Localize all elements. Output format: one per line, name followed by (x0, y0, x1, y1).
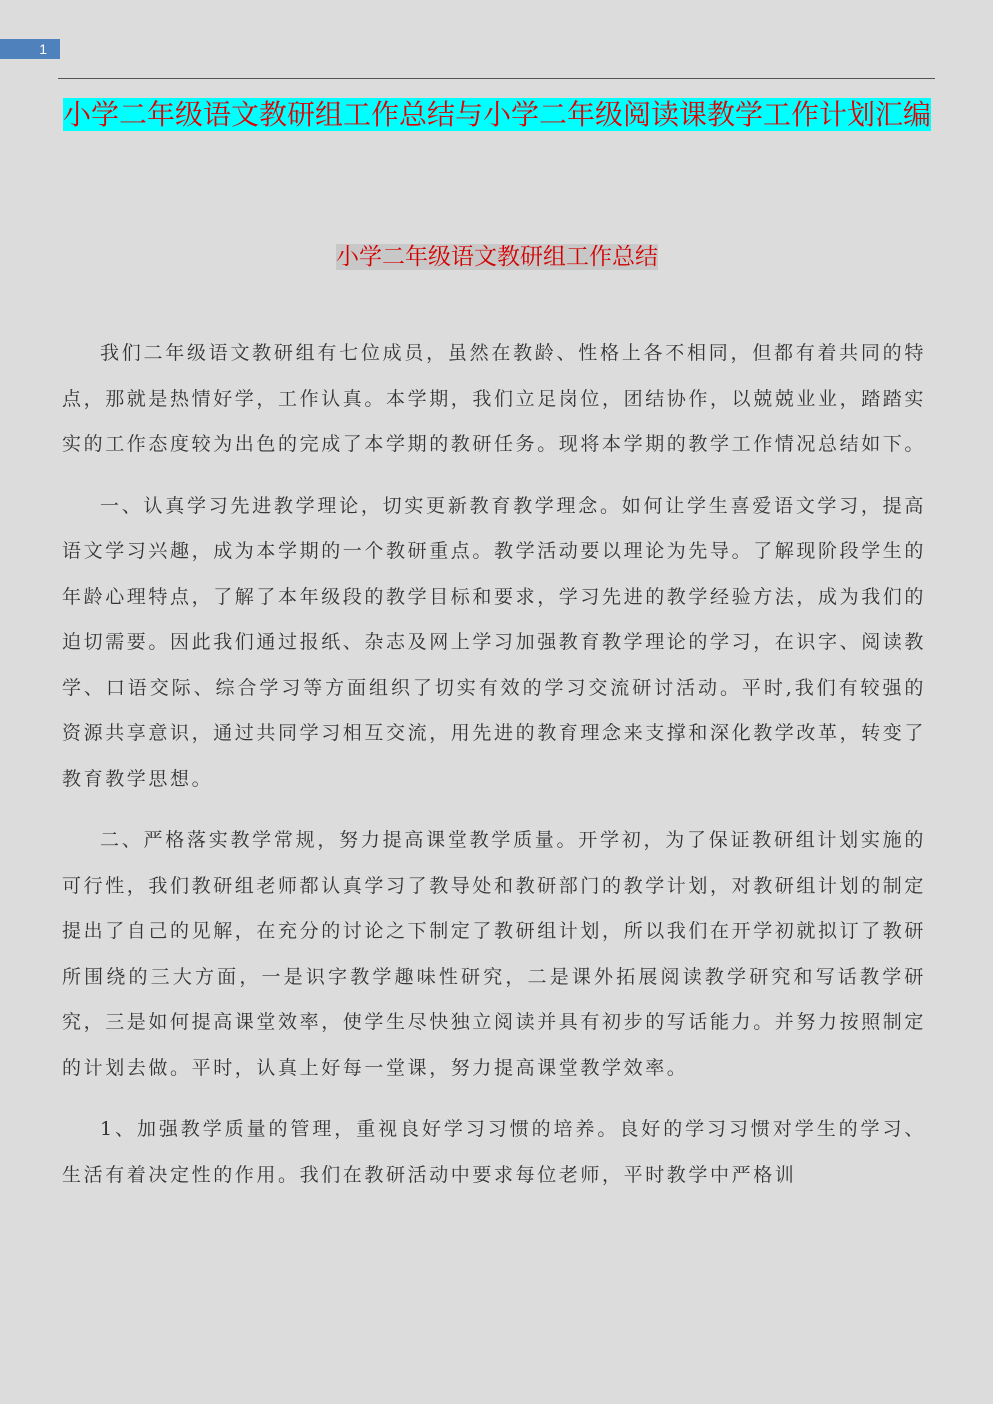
paragraph-item-one: 1、加强教学质量的管理，重视良好学习习惯的培养。良好的学习习惯对学生的学习、生活有着决定性的作用。我们在教研活动中要求每位老师，平时教学中严格训 (62, 1118, 926, 1186)
paragraph-section-two: 二、严格落实教学常规，努力提高课堂教学质量。开学初，为了保证教研组计划实施的可行性，我们教研组老师都认真学习了教导处和教研部门的教学计划，对教研组计划的制定提出了自己的见解，在充分的讨论之下制定了教研组计划，所以我们在开学初就拟订了教研所围绕的三大方面，一是识字教学趣味性研究，二是课外拓展阅读教学研究和写话教学研究，三是如何提高课堂效率，使学生尽快独立阅读并具有初步的写话能力。并努力按照制定的计划去做。平时，认真上好每一堂课，努力提高课堂教学效率。 (62, 829, 927, 1079)
document-body (62, 331, 926, 1214)
document-title (62, 96, 932, 134)
document-title-text: 小学二年级语文教研组工作总结与小学二年级阅读课教学工作计划汇编 (62, 98, 931, 131)
paragraph-section-one: 一、认真学习先进教学理论，切实更新教育教学理念。如何让学生喜爱语文学习，提高语文学习兴趣，成为本学期的一个教研重点。教学活动要以理论为先导。了解现阶段学生的年龄心理特点，了解了本年级段的教学目标和要求，学习先进的教学经验方法，成为我们的迫切需要。因此我们通过报纸、杂志及网上学习加强教育教学理论的学习，在识字、阅读教学、口语交际、综合学习等方面组织了切实有效的学习交流研讨活动。平时,我们有较强的资源共享意识，通过共同学习相互交流，用先进的教育理念来支撑和深化教学改革，转变了教育教学思想。 (62, 494, 927, 790)
section-title (62, 240, 932, 274)
page-number-badge: 1 (0, 39, 60, 59)
section-title-text: 小学二年级语文教研组工作总结 (336, 244, 658, 270)
header-divider (58, 78, 935, 79)
paragraph-intro: 我们二年级语文教研组有七位成员，虽然在教龄、性格上各不相同，但都有着共同的特点，那就是热情好学，工作认真。本学期，我们立足岗位，团结协作，以兢兢业业，踏踏实实的工作态度较为出色的完成了本学期的教研任务。现将本学期的教学工作情况总结如下。 (62, 342, 927, 455)
